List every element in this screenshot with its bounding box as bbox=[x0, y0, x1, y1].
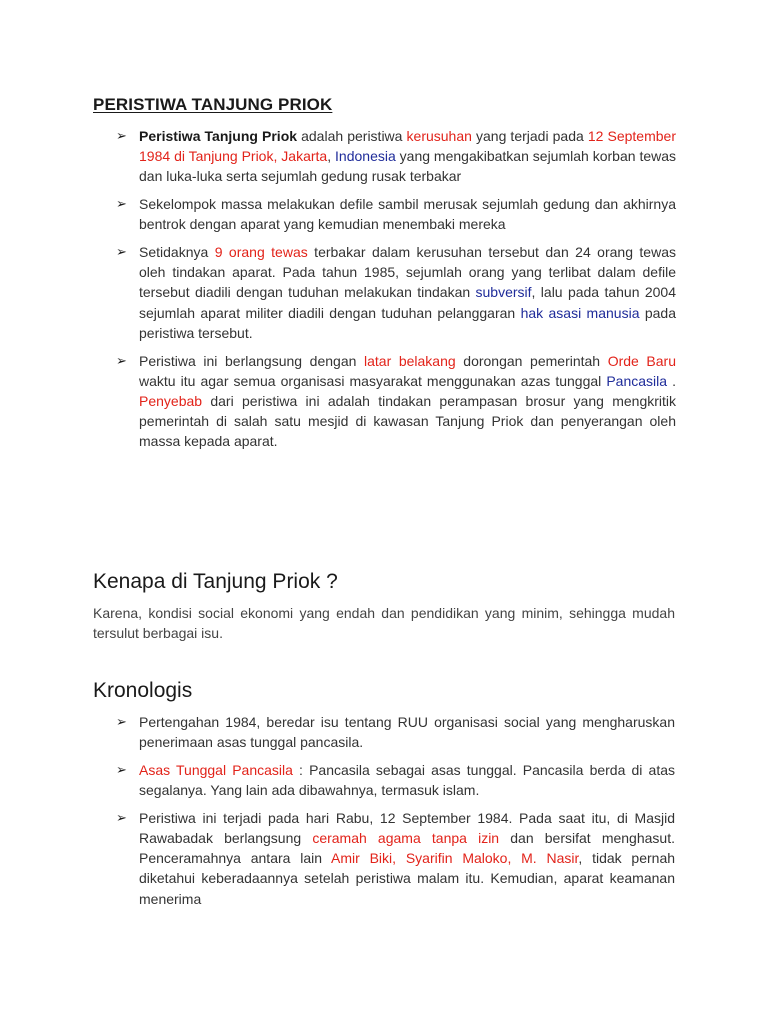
hyperlink-text[interactable]: Pancasila bbox=[606, 372, 668, 389]
hyperlink-text[interactable]: Tanjung Priok bbox=[188, 148, 274, 165]
arrow-bullet-icon: ➢ bbox=[116, 761, 127, 777]
arrow-bullet-icon: ➢ bbox=[116, 244, 127, 260]
item-text: , tidak pernah diketahui keberadaannya setelah peristiwa malam itu. Kemudian, aparat keamanan menerima bbox=[139, 850, 676, 907]
list-item bbox=[116, 126, 676, 187]
list-item bbox=[116, 760, 675, 800]
item-text: yang mengakibatkan sejumlah korban tewas dan luka-luka serta sejumlah gedung rusak terbakar bbox=[139, 148, 677, 185]
item-text: , bbox=[327, 148, 336, 165]
arrow-bullet-icon: ➢ bbox=[116, 128, 127, 143]
item-text: , lalu pada tahun 2004 sejumlah aparat militer diadili dengan tuduhan pelanggaran bbox=[139, 284, 676, 321]
section-heading-kronologis: Kronologis bbox=[93, 679, 193, 702]
hyperlink-text[interactable]: Orde Baru bbox=[607, 352, 677, 369]
item-text: waktu itu agar semua organisasi masyarakat menggunakan azas tunggal bbox=[139, 372, 607, 389]
hyperlink-text[interactable]: ceramah agama tanpa izin bbox=[312, 830, 500, 847]
list-item bbox=[116, 194, 676, 234]
item-text: dorongan pemerintah bbox=[455, 352, 608, 369]
hyperlink-text[interactable]: kerusuhan bbox=[406, 128, 472, 144]
arrow-bullet-icon: ➢ bbox=[116, 714, 127, 729]
section-heading-kenapa: Kenapa di Tanjung Priok ? bbox=[93, 570, 338, 593]
hyperlink-text[interactable]: Amir Biki bbox=[331, 850, 393, 867]
section-paragraph-kenapa: Karena, kondisi social ekonomi yang endah dan pendidikan yang minim, sehingga mudah tersulut berbagai isu. bbox=[93, 605, 675, 642]
hyperlink-text[interactable]: 12 September bbox=[587, 128, 676, 144]
hyperlink-text[interactable]: di bbox=[170, 148, 189, 165]
hyperlink-text[interactable]: Syarifin Maloko bbox=[405, 850, 508, 867]
hyperlink-text[interactable]: M. Nasir bbox=[521, 850, 579, 867]
hyperlink-text[interactable]: , bbox=[392, 850, 406, 867]
arrow-bullet-icon: ➢ bbox=[116, 196, 127, 212]
list-item bbox=[116, 808, 675, 909]
hyperlink-text[interactable]: , bbox=[507, 850, 522, 867]
page-title: PERISTIWA TANJUNG PRIOK bbox=[93, 95, 333, 114]
chronology-list bbox=[116, 712, 675, 916]
hyperlink-text[interactable]: latar belakang bbox=[364, 352, 456, 369]
item-text: : Pancasila sebagai asas tunggal. Pancasila berda di atas segalanya. Yang lain ada dibawahnya, termasuk islam. bbox=[139, 761, 675, 799]
list-item bbox=[116, 712, 675, 752]
item-text: . bbox=[667, 372, 676, 389]
hyperlink-text[interactable]: 9 orang tewas bbox=[214, 244, 308, 261]
list-item bbox=[116, 351, 676, 452]
item-text: Pertengahan 1984, beredar isu tentang RUU organisasi social yang mengharuskan penerimaan asas tunggal pancasila. bbox=[139, 714, 675, 751]
item-text: yang terjadi pada bbox=[471, 128, 588, 144]
hyperlink-text[interactable]: subversif bbox=[475, 284, 532, 301]
item-text: Peristiwa ini berlangsung dengan bbox=[139, 352, 364, 369]
hyperlink-text[interactable]: hak asasi manusia bbox=[520, 304, 640, 321]
item-text: terbakar dalam kerusuhan tersebut dan 24 orang tewas oleh tindakan aparat. Pada tahun 1985, sejumlah orang yang terlibat dalam defile tersebut diadili dengan tuduhan melakukan tindakan bbox=[139, 244, 676, 301]
arrow-bullet-icon: ➢ bbox=[116, 352, 127, 368]
hyperlink-text[interactable]: Penyebab bbox=[139, 392, 203, 409]
event-summary-list bbox=[116, 126, 676, 459]
hyperlink-text[interactable]: Jakarta bbox=[281, 148, 328, 165]
hyperlink-text[interactable]: 1984 bbox=[139, 148, 171, 165]
arrow-bullet-icon: ➢ bbox=[116, 809, 127, 825]
hyperlink-text[interactable]: Asas Tunggal Pancasila bbox=[139, 761, 293, 778]
item-text: dan bersifat menghasut. Penceramahnya antara lain bbox=[139, 830, 675, 867]
hyperlink-text[interactable]: Indonesia bbox=[335, 148, 396, 165]
hyperlink-text[interactable]: , bbox=[273, 148, 282, 165]
list-item bbox=[116, 242, 676, 343]
item-text: Sekelompok massa melakukan defile sambil merusak sejumlah gedung dan akhirnya bentrok dengan aparat yang kemudian menembaki mereka bbox=[139, 196, 676, 233]
item-text: Peristiwa Tanjung Priok bbox=[139, 128, 298, 144]
item-text: Setidaknya bbox=[139, 244, 215, 261]
item-text: adalah peristiwa bbox=[297, 128, 407, 144]
item-text: Peristiwa ini terjadi pada hari Rabu, 12 September 1984. Pada saat itu, di Masjid Rawabadak berlangsung bbox=[139, 809, 675, 847]
item-text: dari peristiwa ini adalah tindakan perampasan brosur yang mengkritik pemerintah di salah satu mesjid di kawasan Tanjung Priok dan penyerangan oleh massa kepada aparat. bbox=[139, 392, 676, 450]
item-text: pada peristiwa tersebut. bbox=[139, 304, 676, 341]
